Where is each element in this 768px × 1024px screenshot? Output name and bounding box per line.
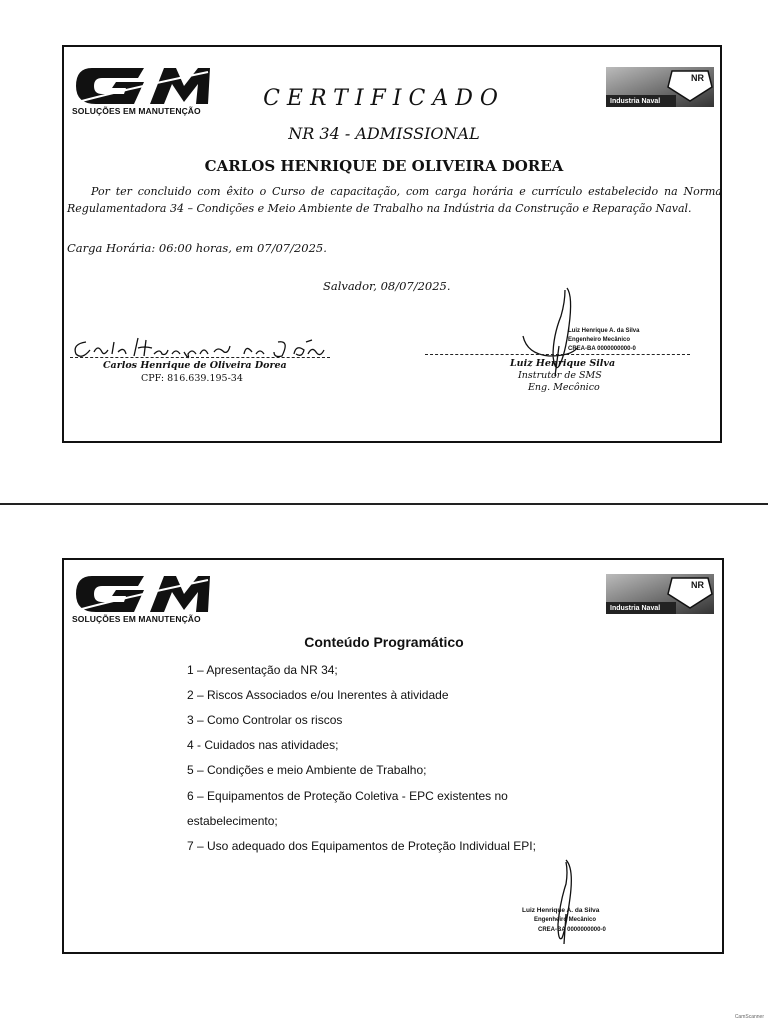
content-item: 4 - Cuidados nas atividades;	[187, 738, 339, 752]
instructor-signature-line	[425, 354, 690, 355]
place-date: Salvador, 08/07/2025.	[323, 279, 451, 293]
certificate-title: CERTIFICADO	[263, 86, 505, 111]
content-item: 1 – Apresentação da NR 34;	[187, 663, 338, 677]
instructor-role: Instrutor de SMS	[518, 370, 602, 381]
content-title: Conteúdo Programático	[304, 634, 464, 650]
instructor-stamp-registry: CREA-BA 0000000000-0	[568, 346, 636, 352]
content-item: estabelecimento;	[187, 814, 278, 828]
content-stamp-registry: CREA-BA 0000000000-0	[538, 927, 606, 933]
participant-name: CARLOS HENRIQUE DE OLIVEIRA DOREA	[204, 157, 564, 175]
scanner-watermark: CamScanner	[734, 1014, 764, 1020]
logo-subtitle: SOLUÇÕES EM MANUTENÇÃO	[72, 106, 201, 116]
instructor-stamp-name: Luiz Henrique A. da Silva	[568, 328, 640, 334]
content-item: 3 – Como Controlar os riscos	[187, 713, 343, 727]
page-divider	[0, 503, 768, 505]
nr-badge-text: Industria Naval	[610, 605, 661, 612]
nr-badge-content	[606, 574, 714, 614]
student-cpf: CPF: 816.639.195-34	[141, 373, 243, 384]
gm-logo-icon	[72, 570, 212, 616]
instructor-title: Eng. Mecônico	[528, 382, 600, 393]
content-item: 6 – Equipamentos de Proteção Coletiva - EPC existentes no	[187, 789, 508, 803]
certificate-subtitle: NR 34 - ADMISSIONAL	[288, 124, 480, 143]
company-logo-content	[72, 570, 217, 630]
logo-subtitle: SOLUÇÕES EM MANUTENÇÃO	[72, 614, 201, 624]
content-item: 7 – Uso adequado dos Equipamentos de Proteção Individual EPI;	[187, 839, 536, 853]
nr-badge-text: Industria Naval	[610, 98, 661, 105]
content-item: 5 – Condições e meio Ambiente de Trabalho;	[187, 763, 427, 777]
content-stamp-role: Engenheiro Mecânico	[534, 917, 597, 923]
instructor-name: Luiz Henrique Silva	[510, 358, 616, 369]
student-name: Carlos Henrique de Oliveira Dorea	[103, 360, 287, 371]
nr-badge-label: NR	[691, 73, 704, 83]
content-item: 2 – Riscos Associados e/ou Inerentes à atividade	[187, 688, 449, 702]
student-signature-line	[70, 357, 330, 358]
content-signature	[540, 858, 590, 948]
instructor-stamp-role: Engenheiro Mecânico	[568, 337, 631, 343]
nr-badge-label: NR	[691, 580, 704, 590]
content-stamp-name: Luiz Henrique A. da Silva	[522, 907, 600, 914]
certificate-body: Por ter concluido com êxito o Curso de capacitação, com carga horária e currículo estabelecido na Norma Regulamentadora 34 – Condições e Meio Ambiente de Trabalho na Indústria da Construção e Reparação Naval.	[67, 185, 722, 215]
workload: Carga Horária: 06:00 horas, em 07/07/2025.	[67, 241, 327, 255]
